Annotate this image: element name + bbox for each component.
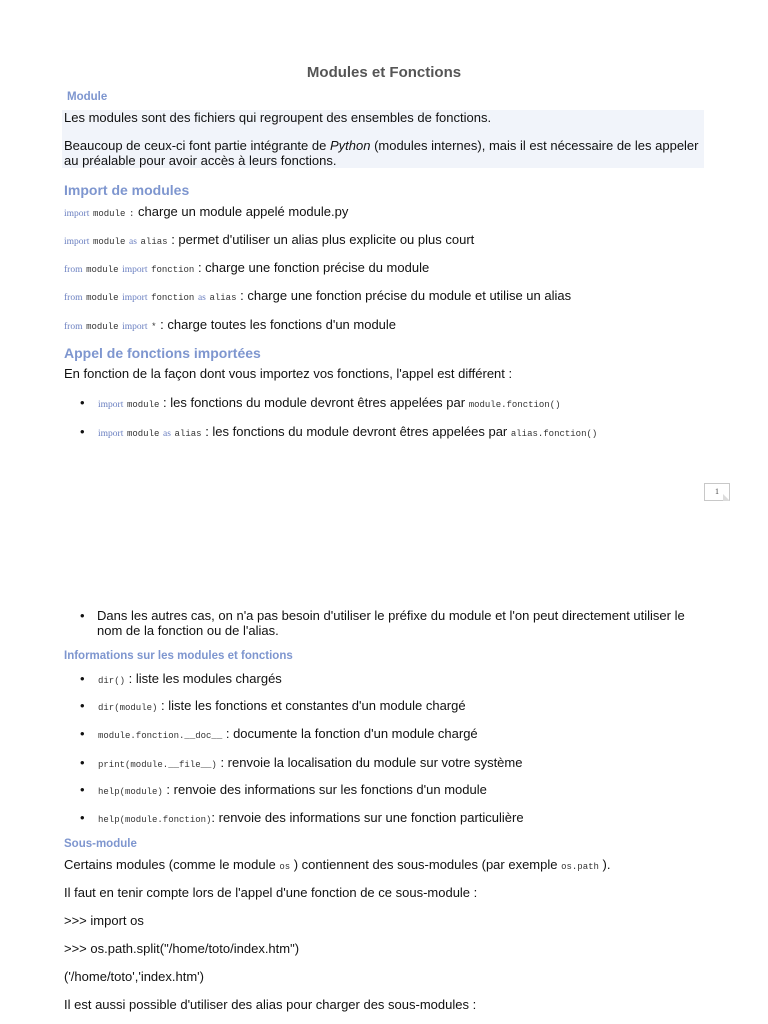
import-row: from module import * : charge toutes les fonctions d'un module — [64, 317, 397, 332]
list-item: • import module : les fonctions du module devront êtres appelées par module.fonction() — [80, 395, 561, 410]
page-title: Modules et Fonctions — [306, 64, 462, 81]
list-item: • import module as alias : les fonctions du module devront êtres appelées par alias.fonction() — [80, 424, 598, 439]
list-item: • help(module) : renvoie des informations sur les fonctions d'un module — [80, 782, 487, 797]
import-row: from module import fonction as alias : charge une fonction précise du module et utilise un alias — [64, 288, 572, 303]
page-number-badge: 1 — [704, 483, 730, 501]
import-row: import module : charge un module appelé module.py — [64, 204, 349, 219]
example-output: ('/home/toto','index.htm') — [64, 969, 204, 984]
list-item: • dir() : liste les modules chargés — [80, 671, 282, 686]
module-paragraph-1: Les modules sont des fichiers qui regroupent des ensembles de fonctions. — [64, 110, 492, 125]
sous-module-paragraph-1: Certains modules (comme le module os ) contiennent des sous-modules (par exemple os.path ). — [64, 857, 611, 872]
section-heading-appel: Appel de fonctions importées — [64, 345, 261, 361]
list-item: • dir(module) : liste les fonctions et constantes d'un module chargé — [80, 698, 466, 713]
import-row: from module import fonction : charge une fonction précise du module — [64, 260, 430, 275]
appel-intro: En fonction de la façon dont vous importez vos fonctions, l'appel est différent : — [64, 366, 513, 381]
list-item: • module.fonction.__doc__ : documente la fonction d'un module chargé — [80, 726, 478, 741]
sous-module-paragraph-2: Il faut en tenir compte lors de l'appel d'une fonction de ce sous-module : — [64, 885, 478, 900]
import-row: import module as alias : permet d'utiliser un alias plus explicite ou plus court — [64, 232, 475, 247]
list-item: • print(module.__file__) : renvoie la localisation du module sur votre système — [80, 755, 523, 770]
sous-module-paragraph-3: Il est aussi possible d'utiliser des alias pour charger des sous-modules : — [64, 997, 477, 1012]
section-heading-sous-module: Sous-module — [64, 838, 137, 850]
list-item: • Dans les autres cas, on n'a pas besoin d'utiliser le préfixe du module et l'on peut directement utiliser le nom de la fonction ou de l'alias. — [80, 608, 704, 638]
example-line: >>> os.path.split("/home/toto/index.htm") — [64, 941, 300, 956]
section-heading-module: Module — [67, 91, 108, 103]
section-heading-import: Import de modules — [64, 182, 190, 198]
section-heading-informations: Informations sur les modules et fonctions — [64, 650, 293, 662]
python-italic: Python — [329, 138, 371, 153]
list-item: • help(module.fonction): renvoie des informations sur une fonction particulière — [80, 810, 524, 825]
bullet-other-text: Dans les autres cas, on n'a pas besoin d'utiliser le préfixe du module et l'on peut directement utiliser le nom de la fonction ou de l'alias. — [97, 608, 685, 638]
module-paragraph-2: Beaucoup de ceux-ci font partie intégrante de Python (modules internes), mais il est nécessaire de les appeler au préalable pour avoir accès à leurs fonctions. — [64, 138, 699, 168]
example-line: >>> import os — [64, 913, 144, 928]
